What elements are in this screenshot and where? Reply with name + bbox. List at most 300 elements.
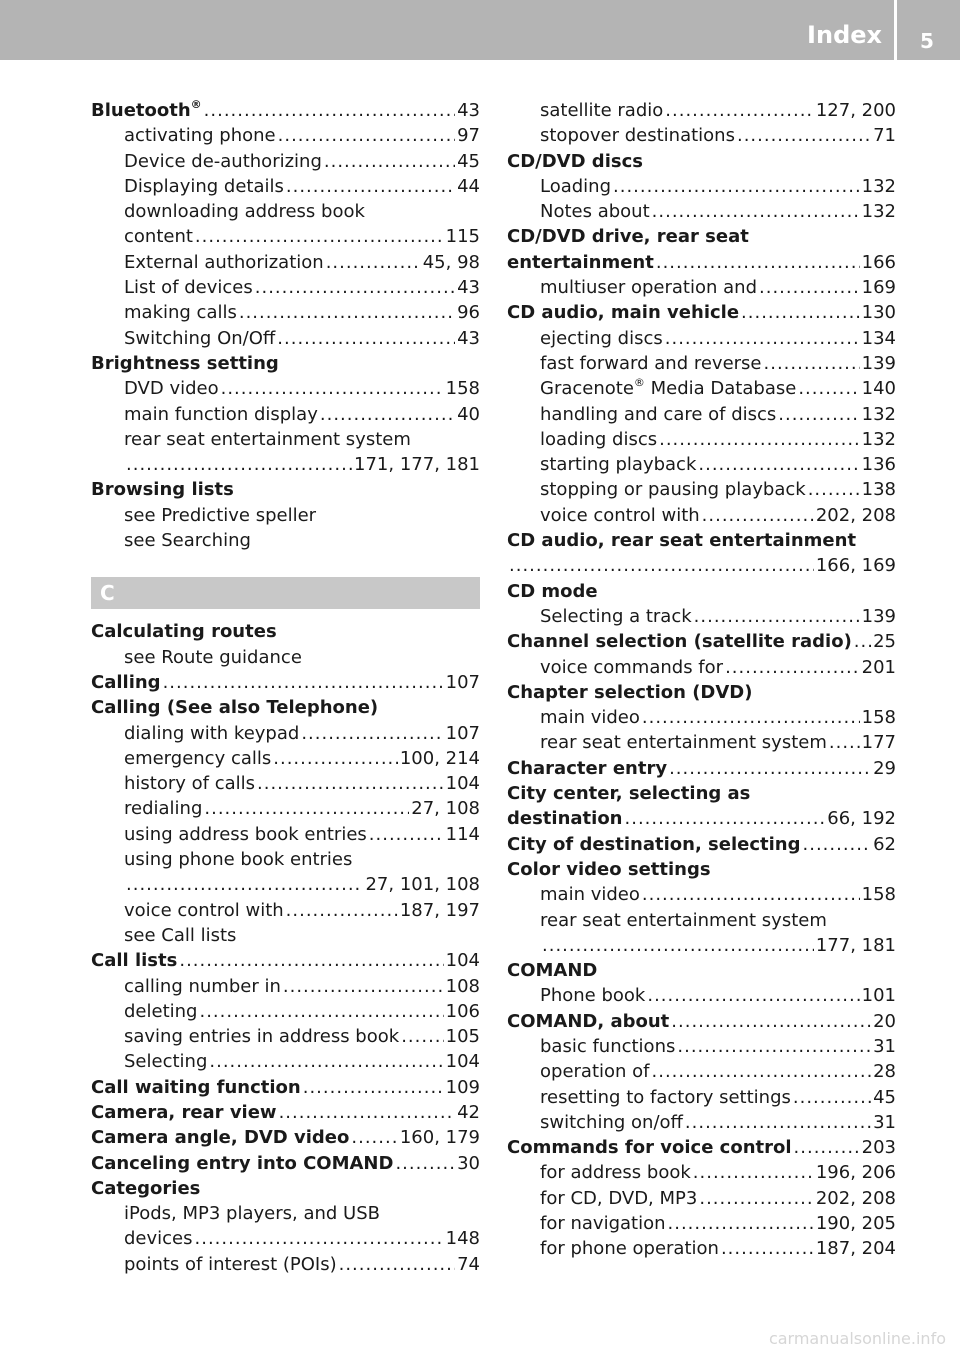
entry-label: Camera, rear view bbox=[91, 1101, 277, 1123]
index-subentry bbox=[91, 999, 480, 1024]
index-subentry-line: using phone book entries bbox=[124, 849, 353, 871]
dot-leader bbox=[625, 806, 826, 831]
dot-leader bbox=[278, 123, 455, 148]
dot-leader bbox=[195, 224, 444, 249]
index-subentry-line: rear seat entertainment system bbox=[124, 428, 411, 450]
index-subentry bbox=[91, 1024, 480, 1049]
entry-label: operation of bbox=[540, 1061, 650, 1083]
index-heading: Calling (See also Telephone) bbox=[91, 697, 379, 719]
entry-pages: 134 bbox=[861, 327, 896, 349]
entry-label: handling and care of discs bbox=[540, 403, 777, 425]
entry-pages: 130 bbox=[861, 302, 896, 324]
index-subentry bbox=[507, 1236, 896, 1261]
index-subentry bbox=[91, 1252, 480, 1277]
dot-leader bbox=[642, 705, 860, 730]
dot-leader bbox=[255, 275, 455, 300]
entry-label: main function display bbox=[124, 403, 318, 425]
entry-pages: 97 bbox=[457, 125, 480, 147]
index-subentry bbox=[91, 1049, 480, 1074]
dot-leader bbox=[721, 1236, 814, 1261]
index-subentry bbox=[91, 300, 480, 325]
dot-leader bbox=[652, 1059, 872, 1084]
entry-pages: 171, 177, 181 bbox=[354, 454, 480, 476]
registered-mark: ® bbox=[190, 98, 202, 111]
entry-label: main video bbox=[540, 707, 640, 729]
entry-pages: 107 bbox=[445, 671, 480, 693]
index-subentry bbox=[91, 974, 480, 999]
entry-pages: 136 bbox=[861, 454, 896, 476]
dot-leader bbox=[509, 553, 814, 578]
dot-leader bbox=[652, 199, 860, 224]
entry-pages: 42 bbox=[457, 1101, 480, 1123]
entry-label: Selecting a track bbox=[540, 605, 692, 627]
index-subentry bbox=[507, 376, 896, 401]
index-entry bbox=[91, 948, 480, 973]
entry-label: redialing bbox=[124, 798, 203, 820]
entry-pages: 100, 214 bbox=[399, 747, 480, 769]
entry-pages: 187, 197 bbox=[399, 899, 480, 921]
index-entry bbox=[507, 756, 896, 781]
dot-leader bbox=[677, 1034, 871, 1059]
index-subentry bbox=[507, 1085, 896, 1110]
entry-label: Character entry bbox=[507, 757, 668, 779]
dot-leader bbox=[239, 300, 455, 325]
index-entry bbox=[507, 806, 896, 831]
dot-leader bbox=[699, 1186, 814, 1211]
entry-pages: 45, 98 bbox=[422, 251, 480, 273]
index-subentry bbox=[507, 503, 896, 528]
index-entry bbox=[91, 1151, 480, 1176]
dot-leader bbox=[279, 1100, 456, 1125]
index-entry bbox=[507, 629, 896, 654]
index-heading: Chapter selection (DVD) bbox=[507, 681, 753, 703]
entry-label: points of interest (POIs) bbox=[124, 1253, 337, 1275]
index-subentry bbox=[91, 376, 480, 401]
entry-label: Switching On/Off bbox=[124, 327, 276, 349]
index-heading: CD mode bbox=[507, 580, 598, 602]
index-see-also: see Call lists bbox=[124, 924, 237, 946]
entry-pages: 28 bbox=[873, 1061, 896, 1083]
entry-label: entertainment bbox=[507, 251, 654, 273]
entry-pages: 107 bbox=[445, 722, 480, 744]
index-subentry bbox=[91, 275, 480, 300]
entry-pages: 114 bbox=[445, 823, 480, 845]
dot-leader bbox=[702, 503, 814, 528]
page-number: 5 bbox=[920, 29, 934, 53]
entry-label: Camera angle, DVD video bbox=[91, 1127, 350, 1149]
dot-leader bbox=[759, 275, 860, 300]
entry-pages: 177, 181 bbox=[815, 934, 896, 956]
dot-leader bbox=[369, 822, 444, 847]
entry-pages: 132 bbox=[861, 201, 896, 223]
entry-label: Phone book bbox=[540, 985, 646, 1007]
dot-leader bbox=[665, 326, 860, 351]
dot-leader bbox=[326, 250, 421, 275]
entry-label: devices bbox=[124, 1228, 193, 1250]
index-entry-bluetooth bbox=[91, 98, 480, 123]
entry-label: External authorization bbox=[124, 251, 324, 273]
dot-leader bbox=[829, 730, 860, 755]
entry-pages: 31 bbox=[873, 1111, 896, 1133]
entry-pages: 101 bbox=[861, 985, 896, 1007]
entry-label: activating phone bbox=[124, 125, 276, 147]
dot-leader bbox=[286, 898, 398, 923]
index-subentry bbox=[507, 933, 896, 958]
entry-pages: 160, 179 bbox=[399, 1127, 480, 1149]
entry-label: making calls bbox=[124, 302, 237, 324]
dot-leader bbox=[199, 999, 443, 1024]
entry-pages: 148 bbox=[445, 1228, 480, 1250]
index-subentry bbox=[507, 427, 896, 452]
dot-leader bbox=[283, 974, 444, 999]
dot-leader bbox=[209, 1049, 443, 1074]
dot-leader bbox=[854, 629, 871, 654]
index-subentry bbox=[91, 746, 480, 771]
entry-label: Bluetooth bbox=[91, 100, 191, 121]
dot-leader bbox=[656, 250, 860, 275]
dot-leader bbox=[647, 983, 859, 1008]
index-column-right bbox=[507, 98, 896, 1262]
index-entry bbox=[507, 1135, 896, 1160]
index-subentry bbox=[507, 452, 896, 477]
dot-leader bbox=[671, 1009, 871, 1034]
watermark: carmanualsonline.info bbox=[768, 1329, 946, 1348]
entry-pages: 40 bbox=[457, 403, 480, 425]
index-subentry bbox=[91, 822, 480, 847]
entry-pages: 166, 169 bbox=[815, 555, 896, 577]
index-heading: Categories bbox=[91, 1177, 201, 1199]
dot-leader bbox=[793, 1085, 871, 1110]
dot-leader bbox=[320, 402, 455, 427]
entry-pages: 139 bbox=[861, 605, 896, 627]
entry-pages: 139 bbox=[861, 352, 896, 374]
entry-pages: 27, 101, 108 bbox=[365, 874, 480, 896]
index-subentry bbox=[507, 1160, 896, 1185]
index-subentry bbox=[91, 123, 480, 148]
entry-label: for address book bbox=[540, 1162, 691, 1184]
entry-pages: 44 bbox=[457, 175, 480, 197]
dot-leader bbox=[286, 174, 455, 199]
entry-pages: 27, 108 bbox=[411, 798, 480, 820]
registered-mark: ® bbox=[633, 376, 645, 390]
dot-leader bbox=[694, 604, 860, 629]
entry-pages: 132 bbox=[861, 428, 896, 450]
index-subentry bbox=[91, 250, 480, 275]
dot-leader bbox=[221, 376, 444, 401]
dot-leader bbox=[725, 655, 860, 680]
index-heading: Brightness setting bbox=[91, 352, 279, 374]
dot-leader bbox=[808, 477, 860, 502]
index-entry bbox=[507, 300, 896, 325]
dot-leader bbox=[324, 149, 455, 174]
dot-leader bbox=[273, 746, 398, 771]
index-subentry bbox=[507, 98, 896, 123]
entry-label: destination bbox=[507, 808, 623, 830]
entry-pages: 132 bbox=[861, 403, 896, 425]
index-subentry bbox=[507, 1059, 896, 1084]
index-subentry bbox=[91, 326, 480, 351]
entry-pages: 201 bbox=[861, 656, 896, 678]
entry-label: fast forward and reverse bbox=[540, 352, 762, 374]
dot-leader bbox=[277, 326, 455, 351]
entry-pages: 20 bbox=[873, 1010, 896, 1032]
entry-pages: 202, 208 bbox=[815, 504, 896, 526]
index-subentry bbox=[507, 882, 896, 907]
entry-pages: 169 bbox=[861, 277, 896, 299]
entry-pages: 62 bbox=[873, 833, 896, 855]
entry-label: DVD video bbox=[124, 378, 219, 400]
index-subentry bbox=[507, 351, 896, 376]
index-subentry bbox=[91, 149, 480, 174]
entry-pages: 140 bbox=[861, 378, 896, 400]
entry-pages: 43 bbox=[457, 327, 480, 349]
index-subentry bbox=[507, 174, 896, 199]
dot-leader bbox=[401, 1024, 443, 1049]
entry-label: Notes about bbox=[540, 201, 650, 223]
header-bar bbox=[0, 0, 960, 60]
index-subentry-line: iPods, MP3 players, and USB bbox=[124, 1203, 380, 1225]
dot-leader bbox=[794, 1135, 860, 1160]
entry-label: loading discs bbox=[540, 428, 658, 450]
dot-leader bbox=[126, 872, 363, 897]
index-entry bbox=[507, 1009, 896, 1034]
index-subentry bbox=[91, 174, 480, 199]
dot-leader bbox=[685, 1110, 871, 1135]
index-subentry bbox=[507, 1110, 896, 1135]
dot-leader bbox=[204, 98, 455, 123]
dot-leader bbox=[542, 933, 814, 958]
entry-pages: 96 bbox=[457, 302, 480, 324]
dot-leader bbox=[778, 402, 859, 427]
index-subentry bbox=[507, 655, 896, 680]
entry-label: Canceling entry into COMAND bbox=[91, 1152, 394, 1174]
dot-leader bbox=[395, 1151, 455, 1176]
entry-pages: 45 bbox=[457, 150, 480, 172]
index-heading: CD audio, rear seat entertainment bbox=[507, 530, 857, 552]
dot-leader bbox=[301, 721, 443, 746]
index-see-also: see Searching bbox=[124, 530, 251, 552]
entry-label: main video bbox=[540, 884, 640, 906]
entry-label: COMAND, about bbox=[507, 1010, 670, 1032]
entry-label: history of calls bbox=[124, 773, 256, 795]
index-subentry-line: rear seat entertainment system bbox=[540, 909, 827, 931]
entry-pages: 66, 192 bbox=[827, 808, 896, 830]
index-entry bbox=[507, 832, 896, 857]
index-subentry bbox=[91, 771, 480, 796]
entry-pages: 43 bbox=[457, 100, 480, 121]
index-entry bbox=[91, 1125, 480, 1150]
entry-pages: 158 bbox=[861, 884, 896, 906]
entry-label: rear seat entertainment system bbox=[540, 732, 827, 754]
dot-leader bbox=[659, 427, 860, 452]
entry-label: Displaying details bbox=[124, 175, 284, 197]
entry-pages: 108 bbox=[445, 975, 480, 997]
index-heading: CD/DVD discs bbox=[507, 150, 643, 172]
entry-label: stopover destinations bbox=[540, 125, 735, 147]
entry-pages: 190, 205 bbox=[815, 1213, 896, 1235]
entry-label: resetting to factory settings bbox=[540, 1086, 791, 1108]
index-subentry bbox=[507, 604, 896, 629]
entry-label: Gracenote bbox=[540, 378, 634, 400]
index-subentry bbox=[91, 721, 480, 746]
index-subentry bbox=[507, 402, 896, 427]
dot-leader bbox=[351, 1125, 397, 1150]
entry-label: Calling bbox=[91, 671, 161, 693]
entry-label: using address book entries bbox=[124, 823, 367, 845]
header-divider bbox=[894, 0, 897, 60]
entry-pages: 166 bbox=[861, 251, 896, 273]
index-see-also: see Route guidance bbox=[124, 646, 302, 668]
dot-leader bbox=[163, 670, 444, 695]
entry-pages: 196, 206 bbox=[815, 1162, 896, 1184]
entry-label: List of devices bbox=[124, 277, 253, 299]
entry-label: switching on/off bbox=[540, 1111, 683, 1133]
entry-label: dialing with keypad bbox=[124, 722, 300, 744]
entry-label: satellite radio bbox=[540, 100, 664, 121]
index-heading: Calculating routes bbox=[91, 621, 277, 643]
dot-leader bbox=[668, 1211, 814, 1236]
index-subentry bbox=[507, 123, 896, 148]
dot-leader bbox=[339, 1252, 455, 1277]
entry-pages: 25 bbox=[873, 631, 896, 653]
entry-pages: 127, 200 bbox=[815, 100, 896, 121]
index-subentry bbox=[507, 1186, 896, 1211]
entry-label: Call lists bbox=[91, 950, 178, 972]
entry-pages: 177 bbox=[861, 732, 896, 754]
index-subentry bbox=[91, 1226, 480, 1251]
entry-label: for navigation bbox=[540, 1213, 666, 1235]
entry-pages: 132 bbox=[861, 175, 896, 197]
entry-label: saving entries in address book bbox=[124, 1026, 400, 1048]
entry-pages: 138 bbox=[861, 479, 896, 501]
entry-pages: 74 bbox=[457, 1253, 480, 1275]
index-entry bbox=[91, 1100, 480, 1125]
entry-label: Call waiting function bbox=[91, 1076, 301, 1098]
index-subentry bbox=[507, 705, 896, 730]
dot-leader bbox=[698, 452, 859, 477]
entry-label: basic functions bbox=[540, 1035, 676, 1057]
index-see-also: see Predictive speller bbox=[124, 504, 317, 526]
entry-pages: 202, 208 bbox=[815, 1187, 896, 1209]
dot-leader bbox=[669, 756, 871, 781]
dot-leader bbox=[257, 771, 444, 796]
index-heading: City center, selecting as bbox=[507, 783, 751, 805]
index-subentry bbox=[507, 1211, 896, 1236]
dot-leader bbox=[764, 351, 860, 376]
index-subentry bbox=[91, 224, 480, 249]
index-subentry bbox=[507, 275, 896, 300]
entry-label: content bbox=[124, 226, 193, 248]
dot-leader bbox=[126, 452, 352, 477]
entry-label: voice commands for bbox=[540, 656, 724, 678]
index-subentry bbox=[91, 872, 480, 897]
entry-label: calling number in bbox=[124, 975, 281, 997]
dot-leader bbox=[803, 832, 872, 857]
entry-pages: 105 bbox=[445, 1026, 480, 1048]
entry-pages: 104 bbox=[445, 1051, 480, 1073]
index-subentry bbox=[507, 983, 896, 1008]
index-subentry bbox=[507, 1034, 896, 1059]
index-subentry bbox=[507, 730, 896, 755]
dot-leader bbox=[665, 98, 814, 123]
entry-label: deleting bbox=[124, 1000, 198, 1022]
entry-label: emergency calls bbox=[124, 747, 272, 769]
entry-label: starting playback bbox=[540, 454, 697, 476]
entry-pages: 203 bbox=[861, 1137, 896, 1159]
index-subentry bbox=[507, 326, 896, 351]
entry-label: Selecting bbox=[124, 1051, 208, 1073]
dot-leader bbox=[737, 123, 871, 148]
entry-label: City of destination, selecting bbox=[507, 833, 801, 855]
entry-pages: 158 bbox=[445, 378, 480, 400]
entry-label-suffix: Media Database bbox=[644, 378, 797, 400]
index-subentry bbox=[91, 402, 480, 427]
index-entry bbox=[507, 553, 896, 578]
dot-leader bbox=[642, 882, 860, 907]
dot-leader bbox=[204, 796, 409, 821]
index-heading: CD/DVD drive, rear seat bbox=[507, 226, 749, 248]
entry-pages: 104 bbox=[445, 773, 480, 795]
entry-label: ejecting discs bbox=[540, 327, 663, 349]
entry-pages: 43 bbox=[457, 277, 480, 299]
index-subentry bbox=[91, 898, 480, 923]
entry-label: voice control with bbox=[540, 504, 700, 526]
entry-pages: 187, 204 bbox=[815, 1238, 896, 1260]
entry-label: voice control with bbox=[124, 899, 284, 921]
index-entry bbox=[91, 1075, 480, 1100]
entry-label: for phone operation bbox=[540, 1238, 719, 1260]
entry-pages: 45 bbox=[873, 1086, 896, 1108]
entry-label: Channel selection (satellite radio) bbox=[507, 631, 852, 653]
entry-label: Loading bbox=[540, 175, 612, 197]
index-subentry bbox=[507, 199, 896, 224]
dot-leader bbox=[179, 948, 443, 973]
entry-pages: 104 bbox=[445, 950, 480, 972]
entry-pages: 158 bbox=[861, 707, 896, 729]
index-subentry bbox=[507, 477, 896, 502]
dot-leader bbox=[693, 1160, 814, 1185]
entry-pages: 29 bbox=[873, 757, 896, 779]
index-subentry bbox=[91, 452, 480, 477]
entry-pages: 109 bbox=[445, 1076, 480, 1098]
entry-label: stopping or pausing playback bbox=[540, 479, 806, 501]
index-subentry-line: downloading address book bbox=[124, 201, 365, 223]
dot-leader bbox=[195, 1226, 444, 1251]
index-heading: Browsing lists bbox=[91, 479, 234, 501]
dot-leader bbox=[741, 300, 860, 325]
dot-leader bbox=[303, 1075, 444, 1100]
index-heading: COMAND bbox=[507, 960, 598, 982]
entry-pages: 115 bbox=[445, 226, 480, 248]
entry-pages: 30 bbox=[457, 1152, 480, 1174]
page-title: Index bbox=[807, 21, 882, 49]
entry-pages: 31 bbox=[873, 1035, 896, 1057]
section-letter-c: C bbox=[91, 577, 480, 609]
entry-label: CD audio, main vehicle bbox=[507, 302, 740, 324]
index-column-left bbox=[91, 98, 480, 1277]
entry-label: for CD, DVD, MP3 bbox=[540, 1187, 698, 1209]
index-entry bbox=[507, 250, 896, 275]
index-heading: Color video settings bbox=[507, 858, 711, 880]
index-entry bbox=[91, 670, 480, 695]
dot-leader bbox=[798, 376, 859, 401]
dot-leader bbox=[613, 174, 860, 199]
entry-label: Commands for voice control bbox=[507, 1137, 792, 1159]
entry-pages: 106 bbox=[445, 1000, 480, 1022]
entry-label: multiuser operation and bbox=[540, 277, 757, 299]
index-subentry bbox=[91, 796, 480, 821]
entry-pages: 71 bbox=[873, 125, 896, 147]
